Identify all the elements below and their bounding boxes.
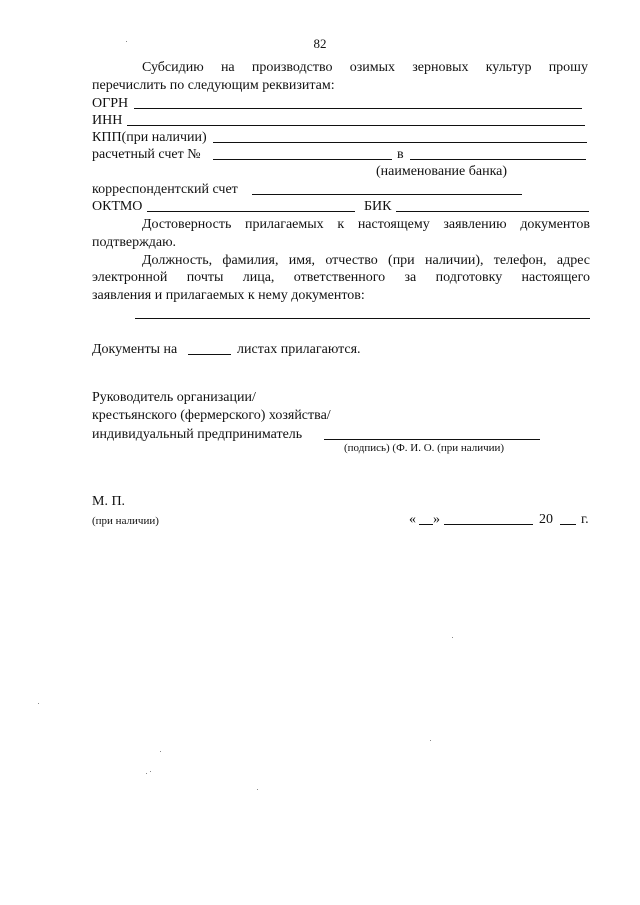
responsible-field-line[interactable] xyxy=(135,318,590,319)
scan-speck xyxy=(257,789,258,790)
date-year-prefix: 20 xyxy=(539,512,553,527)
responsible-word: почты xyxy=(186,270,224,285)
confirm-word: Достоверность xyxy=(142,217,232,232)
intro-word: прошу xyxy=(548,60,588,75)
scan-speck xyxy=(38,703,39,704)
intro-word: производство xyxy=(251,60,333,75)
kpp-label: КПП(при наличии) xyxy=(92,130,207,145)
responsible-word: подготовку xyxy=(435,270,503,285)
responsible-word: ответственного xyxy=(293,270,386,285)
account-in-label: в xyxy=(397,147,404,162)
intro-word: озимых xyxy=(349,60,395,75)
oktmo-field-line[interactable] xyxy=(147,211,355,212)
responsible-word: настоящего xyxy=(521,270,590,285)
signer-line-1: Руководитель организации/ xyxy=(92,390,256,405)
intro-word: зерновых xyxy=(412,60,469,75)
responsible-word: наличии), xyxy=(424,253,484,268)
confirm-word: к xyxy=(337,217,345,232)
corr-account-field-line[interactable] xyxy=(252,194,522,195)
confirm-word: документов xyxy=(520,217,590,232)
intro-line-1 xyxy=(142,60,588,76)
documents-suffix: листах прилагаются. xyxy=(237,342,361,357)
responsible-word: фамилия, xyxy=(222,253,279,268)
intro-word: культур xyxy=(485,60,532,75)
stamp-note: (при наличии) xyxy=(92,515,159,527)
corr-account-label: корреспондентский счет xyxy=(92,182,238,197)
responsible-word: лица, xyxy=(242,270,275,285)
signature-field-line[interactable] xyxy=(324,439,540,440)
confirm-word: прилагаемых xyxy=(245,217,324,232)
confirm-word: настоящему xyxy=(357,217,430,232)
responsible-word: Должность, xyxy=(142,253,213,268)
date-close-quote: » xyxy=(433,512,440,527)
signer-line-2: крестьянского (фермерского) хозяйства/ xyxy=(92,408,331,423)
account-label: расчетный счет № xyxy=(92,147,201,162)
intro-word: Субсидию xyxy=(142,60,204,75)
bank-field-line[interactable] xyxy=(410,159,586,160)
responsible-word: отчество xyxy=(325,253,378,268)
date-month-line[interactable] xyxy=(444,524,533,525)
page-number: 82 xyxy=(313,36,327,51)
date-day-line[interactable] xyxy=(419,524,433,525)
confirm-word: заявлению xyxy=(443,217,507,232)
intro-word: на xyxy=(220,60,235,75)
scan-speck xyxy=(150,771,151,772)
oktmo-label: ОКТМО xyxy=(92,199,143,214)
date-open-quote: « xyxy=(409,512,416,527)
bik-field-line[interactable] xyxy=(396,211,589,212)
ogrn-field-line[interactable] xyxy=(134,108,582,109)
responsible-line-2 xyxy=(92,270,590,286)
ogrn-label: ОГРН xyxy=(92,96,129,111)
confirm-line-1 xyxy=(142,217,590,233)
stamp-label: М. П. xyxy=(92,494,126,509)
responsible-line-1 xyxy=(142,253,590,269)
kpp-field-line[interactable] xyxy=(213,142,587,143)
scan-speck xyxy=(146,773,147,774)
scan-speck xyxy=(160,751,161,752)
scan-speck xyxy=(126,41,127,42)
responsible-line-3: заявления и прилагаемых к нему документов: xyxy=(92,288,365,303)
signature-caption: (подпись) (Ф. И. О. (при наличии) xyxy=(344,442,505,454)
scan-speck xyxy=(452,637,453,638)
inn-field-line[interactable] xyxy=(127,125,585,126)
signer-line-3: индивидуальный предприниматель xyxy=(92,427,303,442)
responsible-word: имя, xyxy=(288,253,316,268)
documents-count-line[interactable] xyxy=(188,354,231,355)
documents-prefix: Документы на xyxy=(92,342,178,357)
bik-label: БИК xyxy=(364,199,392,214)
bank-hint: (наименование банка) xyxy=(376,164,508,179)
responsible-word: (при xyxy=(388,253,415,268)
account-field-line[interactable] xyxy=(213,159,392,160)
responsible-word: за xyxy=(404,270,417,285)
responsible-word: адрес xyxy=(556,253,590,268)
responsible-word: телефон, xyxy=(493,253,547,268)
date-year-line[interactable] xyxy=(560,524,576,525)
responsible-word: электронной xyxy=(92,270,168,285)
scan-speck xyxy=(430,740,431,741)
confirm-line-2: подтверждаю. xyxy=(92,235,177,250)
inn-label: ИНН xyxy=(92,113,123,128)
date-year-suffix: г. xyxy=(581,512,589,527)
intro-line-2: перечислить по следующим реквизитам: xyxy=(92,78,335,93)
